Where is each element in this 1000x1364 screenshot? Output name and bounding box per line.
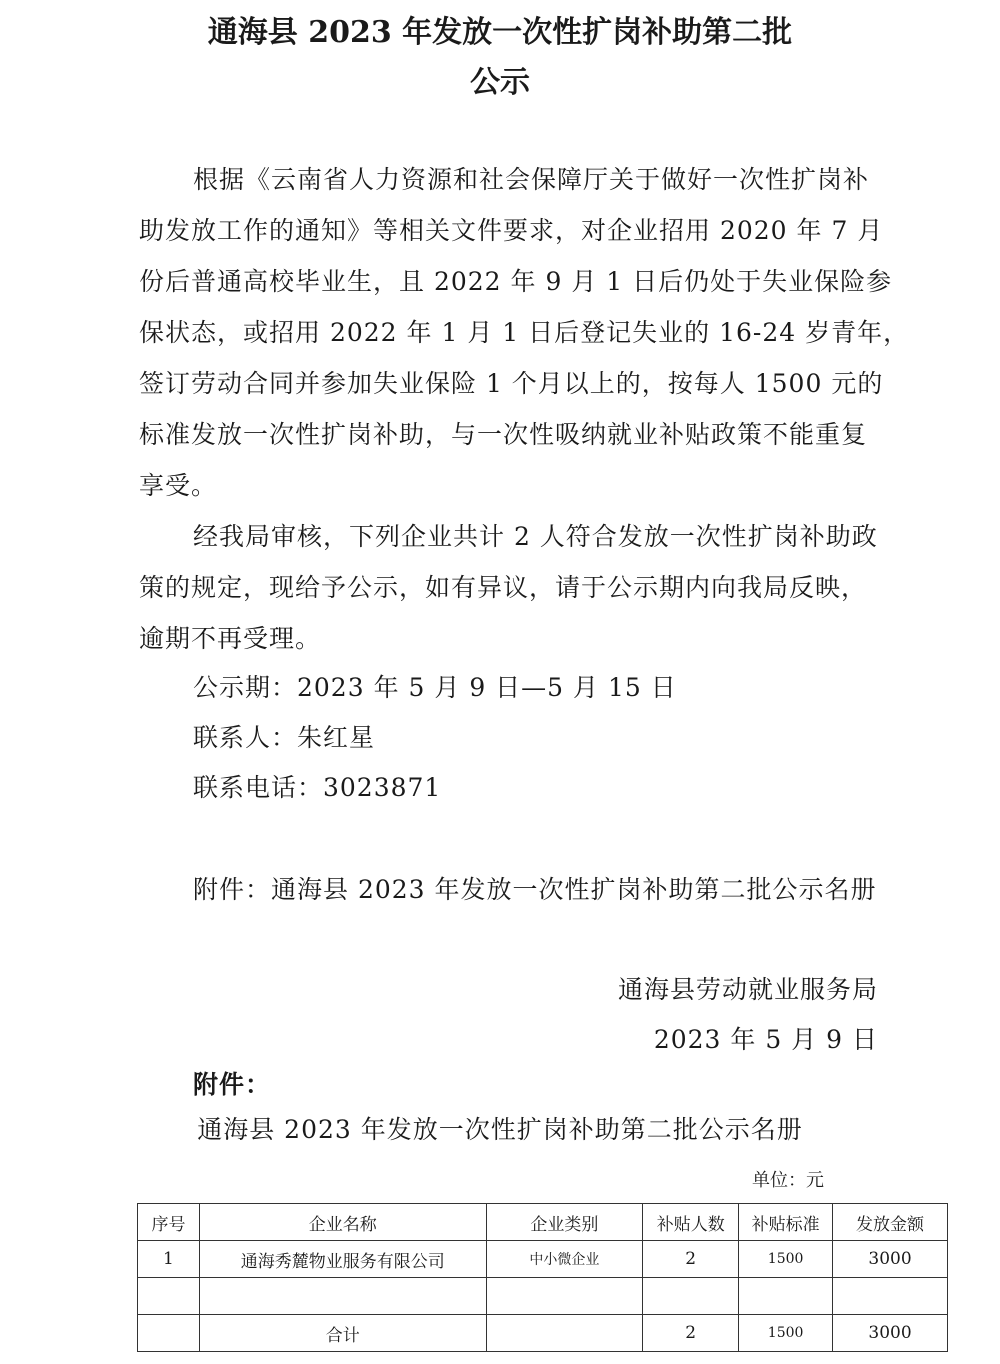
- cell-index: [138, 1315, 200, 1352]
- unit-label: 单位：元: [752, 1170, 824, 1191]
- roster-table: [137, 1203, 948, 1352]
- attachment-title: 通海县 2023 年发放一次性扩岗补助第二批公示名册: [197, 1115, 803, 1144]
- header-subsidy-count: 补贴人数: [643, 1204, 739, 1241]
- cell-subsidy-standard: [739, 1278, 833, 1315]
- paragraph2-line: 策的规定，现给予公示，如有异议，请于公示期内向我局反映，: [139, 573, 868, 602]
- paragraph1-line: 保状态，或招用 2022 年 1 月 1 日后登记失业的 16-24 岁青年，: [139, 318, 910, 347]
- paragraph2-line: 逾期不再受理。: [139, 624, 322, 653]
- publicity-period: 公示期：2023 年 5 月 9 日—5 月 15 日: [193, 673, 677, 702]
- page-title-line2: 公示: [470, 65, 530, 100]
- contact-person: 联系人：朱红星: [193, 723, 376, 752]
- cell-amount: 3000: [833, 1241, 948, 1278]
- total-standard: 1500: [739, 1315, 833, 1352]
- paragraph1-line: 根据《云南省人力资源和社会保障厅关于做好一次性扩岗补: [193, 165, 870, 194]
- paragraph1-line: 享受。: [139, 471, 218, 500]
- attachment-note: 附件：通海县 2023 年发放一次性扩岗补助第二批公示名册: [193, 875, 877, 904]
- cell-index: [138, 1278, 200, 1315]
- cell-company-name: [199, 1278, 486, 1315]
- cell-company-type: [486, 1315, 643, 1352]
- total-amount: 3000: [833, 1315, 948, 1352]
- total-label: 合计: [199, 1315, 486, 1352]
- cell-subsidy-count: 2: [643, 1241, 739, 1278]
- cell-company-type: 中小微企业: [486, 1241, 643, 1278]
- header-amount: 发放金额: [833, 1204, 948, 1241]
- signature-org: 通海县劳动就业服务局: [617, 975, 878, 1004]
- header-company-name: 企业名称: [199, 1204, 486, 1241]
- signature-date: 2023 年 5 月 9 日: [653, 1025, 878, 1054]
- contact-phone: 联系电话：3023871: [193, 773, 442, 802]
- table-row: [138, 1241, 948, 1278]
- cell-index: 1: [138, 1241, 200, 1278]
- cell-company-type: [486, 1278, 643, 1315]
- table-row: [138, 1278, 948, 1315]
- table-header-row: [138, 1204, 948, 1241]
- header-company-type: 企业类别: [486, 1204, 643, 1241]
- header-subsidy-standard: 补贴标准: [739, 1204, 833, 1241]
- paragraph2-line: 经我局审核，下列企业共计 2 人符合发放一次性扩岗补助政: [193, 522, 878, 551]
- page-title-line1: 通海县 2023 年发放一次性扩岗补助第二批: [207, 15, 793, 50]
- header-index: 序号: [138, 1204, 200, 1241]
- paragraph1-line: 助发放工作的通知》等相关文件要求，对企业招用 2020 年 7 月: [139, 216, 884, 245]
- attachment-label: 附件：: [193, 1070, 272, 1099]
- total-count: 2: [643, 1315, 739, 1352]
- cell-subsidy-count: [643, 1278, 739, 1315]
- cell-company-name: 通海秀麓物业服务有限公司: [199, 1241, 486, 1278]
- paragraph1-line: 份后普通高校毕业生，且 2022 年 9 月 1 日后仍处于失业保险参: [139, 267, 893, 296]
- cell-subsidy-standard: 1500: [739, 1241, 833, 1278]
- paragraph1-line: 签订劳动合同并参加失业保险 1 个月以上的，按每人 1500 元的: [139, 369, 884, 398]
- cell-amount: [833, 1278, 948, 1315]
- paragraph1-line: 标准发放一次性扩岗补助，与一次性吸纳就业补贴政策不能重复: [139, 420, 868, 449]
- table-total-row: [138, 1315, 948, 1352]
